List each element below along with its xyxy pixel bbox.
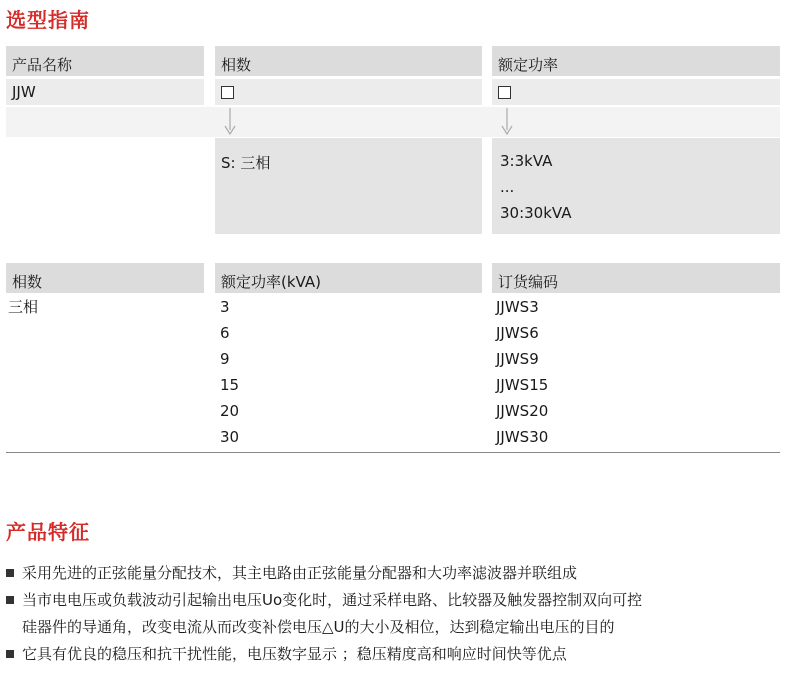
feature-text: 硅器件的导通角，改变电流从而改变补偿电压△U的大小及相位，达到稳定输出电压的目的 [22, 618, 615, 636]
power-option-ellipsis: ... [500, 178, 515, 196]
power-options-box [492, 138, 780, 234]
table-row: JJWS9 [496, 350, 539, 368]
spacer-band [6, 107, 780, 137]
table-row: 15 [220, 376, 240, 394]
t2-header-phase: 相数 [6, 263, 204, 293]
table-row: JJWS20 [496, 402, 549, 420]
header-phase: 相数 [215, 46, 482, 76]
power-checkbox-cell [492, 79, 780, 105]
power-option-last: 30:30kVA [500, 204, 572, 222]
header-product-name: 产品名称 [6, 46, 204, 76]
t2-header-code: 订货编码 [492, 263, 780, 293]
table-row: 6 [220, 324, 230, 342]
phase-checkbox-icon [221, 86, 234, 99]
t2-power-col [220, 294, 239, 450]
feature-text: 它具有优良的稳压和抗干扰性能，电压数字显示 ；稳压精度高和响应时间快等优点 [22, 645, 567, 663]
phase-option: S: 三相 [221, 154, 271, 172]
header-rated-power: 额定功率 [492, 46, 780, 76]
feature-text: 当市电电压或负载波动引起输出电压Uo变化时，通过采样电路、比较器及触发器控制双向可控 [22, 591, 643, 609]
table-row: JJWS15 [496, 376, 549, 394]
table-bottom-rule [6, 452, 780, 453]
table-row: 9 [220, 350, 230, 368]
feature-item-continued [22, 616, 615, 637]
bullet-icon [6, 596, 14, 604]
power-checkbox-icon [498, 86, 511, 99]
table-row: JJWS6 [496, 324, 539, 342]
phase-options-box [215, 138, 482, 234]
features-title: 产品特征 [6, 520, 90, 544]
t2-phase-col [8, 294, 38, 320]
selection-guide-title: 选型指南 [6, 8, 90, 32]
table-row: 20 [220, 402, 240, 420]
table-row: 3 [220, 298, 230, 316]
feature-text: 采用先进的正弦能量分配技术，其主电路由正弦能量分配器和大功率滤波器并联组成 [22, 564, 578, 582]
model-cell: JJW [6, 79, 204, 105]
feature-item [6, 643, 567, 664]
feature-item [6, 589, 642, 610]
power-option-first: 3:3kVA [500, 152, 553, 170]
feature-item [6, 562, 577, 583]
phase-arrow-icon [224, 108, 236, 138]
t2-header-power: 额定功率(kVA) [215, 263, 482, 293]
power-arrow-icon [501, 108, 513, 138]
t2-code-col [496, 294, 548, 450]
phase-checkbox-cell [215, 79, 482, 105]
table-row: JJWS3 [496, 298, 539, 316]
table-row: 30 [220, 428, 240, 446]
t2-phase-value: 三相 [8, 298, 39, 316]
bullet-icon [6, 650, 14, 658]
bullet-icon [6, 569, 14, 577]
table-row: JJWS30 [496, 428, 549, 446]
